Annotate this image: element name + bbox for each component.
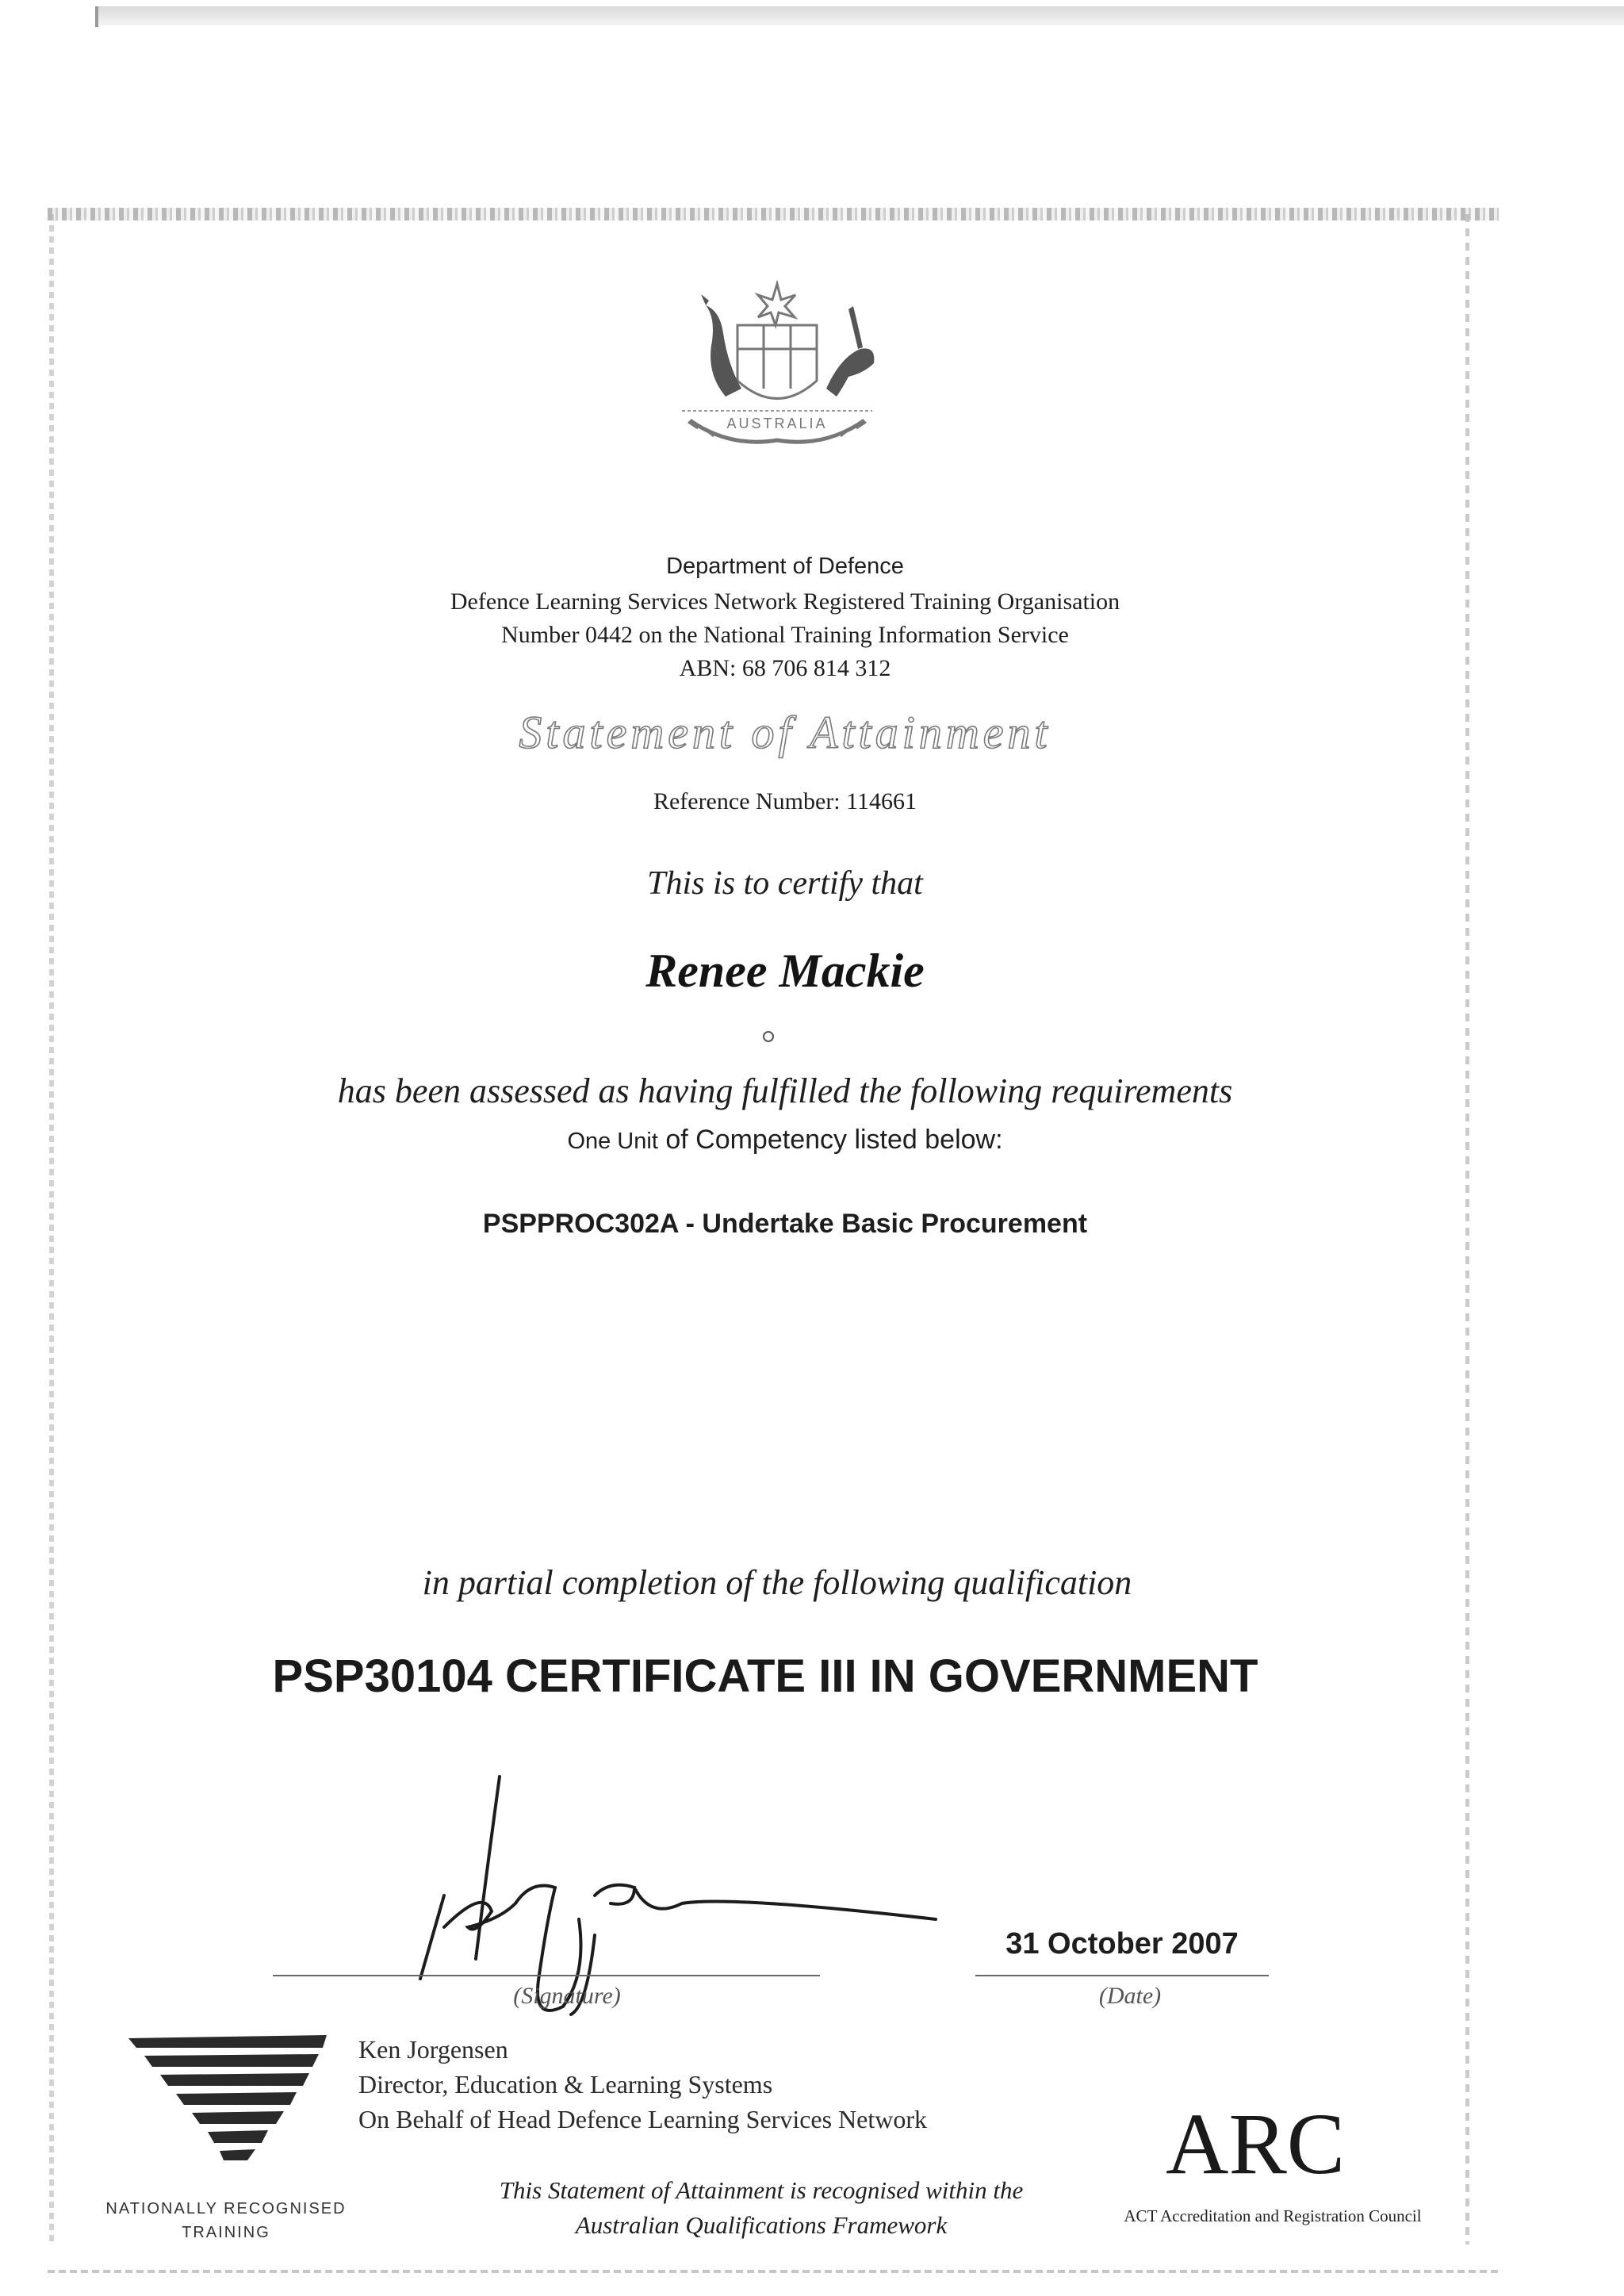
abn: ABN: 68 706 814 312 — [679, 655, 891, 681]
scan-top-edge — [95, 6, 98, 27]
aqf-recognition — [412, 2173, 1110, 2243]
signer-title: Director, Education & Learning Systems — [358, 2070, 773, 2099]
scan-top-bar — [95, 6, 1624, 25]
date-label: (Date) — [1098, 1983, 1162, 2009]
signer-name: Ken Jorgensen — [358, 2035, 508, 2064]
nationally-recognised-training-logo — [128, 2030, 335, 2193]
qualification-title: PSP30104 CERTIFICATE III IN GOVERNMENT — [272, 1650, 1258, 1702]
certificate-border-bottom — [48, 2270, 1499, 2273]
nrt-text — [95, 2197, 357, 2244]
coat-of-arms-emblem — [650, 270, 904, 464]
arc-council-name: ACT Accreditation and Registration Council — [1124, 2206, 1422, 2225]
signature-line — [273, 1975, 820, 1976]
recognition-line-1: This Statement of Attainment is recognised within the — [499, 2176, 1024, 2204]
signer-block — [358, 2032, 927, 2137]
department-name: Department of Defence — [666, 554, 904, 579]
units-rest: of Competency listed below: — [657, 1125, 1003, 1155]
recognition-line-2: Australian Qualifications Framework — [575, 2211, 948, 2239]
unit-of-competency: PSPPROC302A - Undertake Basic Procurement — [482, 1209, 1088, 1239]
nrt-line-2: TRAINING — [182, 2224, 270, 2241]
rto-line: Defence Learning Services Network Registered Training Organisation — [450, 588, 1120, 615]
statement-title: Statement of Attainment — [519, 707, 1051, 758]
units-line — [0, 1125, 1570, 1156]
assessed-text: has been assessed as having fulfilled the following requirements — [337, 1071, 1233, 1110]
certificate-border-top — [48, 208, 1499, 220]
signature-date: 31 October 2007 — [1005, 1927, 1239, 1961]
small-circle-mark — [763, 1031, 774, 1042]
certify-text: This is to certify that — [647, 865, 923, 902]
recipient-name: Renee Mackie — [645, 945, 925, 997]
nrt-line-1: NATIONALLY RECOGNISED — [105, 2200, 347, 2217]
units-prefix: One Unit — [567, 1129, 658, 1154]
arc-logo: ARC — [1166, 2095, 1346, 2192]
date-line — [975, 1975, 1269, 1976]
svg-text:AUSTRALIA: AUSTRALIA — [726, 416, 828, 431]
signer-organisation: On Behalf of Head Defence Learning Services Network — [358, 2105, 928, 2133]
partial-completion-text: in partial completion of the following qualification — [422, 1563, 1132, 1602]
reference-number: Reference Number: 114661 — [653, 788, 917, 815]
signature-label: (Signature) — [513, 1983, 621, 2009]
rto-number-line: Number 0442 on the National Training Information Service — [501, 622, 1069, 648]
